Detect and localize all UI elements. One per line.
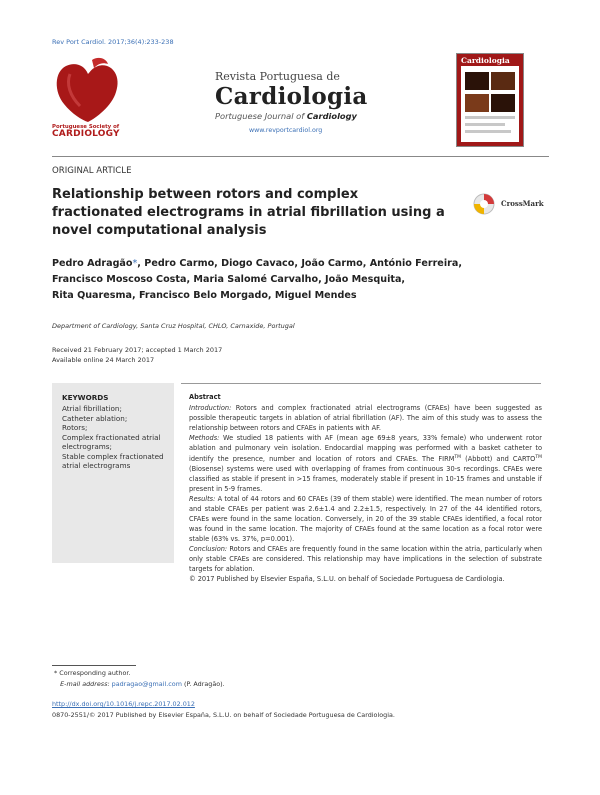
- keyword: Rotors;: [62, 423, 88, 432]
- abstract-copyright: © 2017 Published by Elsevier España, S.L.U. on behalf of Sociedade Portuguesa de Cardiologia.: [189, 575, 505, 584]
- cover-page: [461, 66, 519, 142]
- citation: Rev Port Cardiol. 2017;36(4):233-238: [52, 38, 174, 46]
- society-name-line1: Portuguese Society of: [52, 124, 120, 130]
- keywords-list: [62, 404, 172, 471]
- corresponding-footnote: [52, 668, 225, 690]
- keywords-box: [52, 383, 174, 563]
- society-name: [52, 124, 132, 138]
- cover-image-1: [465, 72, 489, 90]
- header-rule: [52, 156, 549, 157]
- cover-title: Cardiologia: [461, 56, 510, 65]
- cover-line: [465, 130, 511, 133]
- keyword: Atrial fibrillation;: [62, 404, 122, 413]
- journal-subtitle: Portuguese Journal of Cardiology: [215, 111, 357, 121]
- abstract-results: Results: A total of 44 rotors and 60 CFAEs (39 of them stable) were identified. The mean number of rotors and stable CFAEs per patient was 2.6±1.4 and 2.2±1.5, respectively. In 27 of the 44 identified rotors, CFAEs were found in the same location. Conversely, in 20 of the 39 stable CFAEs identified, a focal rotor was found in the same location. The majority of CFAEs found at the same location as a focal rotor were stable (63% vs. 37%, p=0.001).: [189, 495, 542, 544]
- keywords-heading: KEYWORDS: [62, 393, 109, 402]
- cover-image-3: [465, 94, 489, 112]
- crossmark-icon: [473, 193, 497, 215]
- journal-cover: [456, 53, 524, 147]
- society-name-line2: CARDIOLOGY: [52, 129, 120, 139]
- heart-logo-icon: [52, 56, 126, 126]
- corresponding-author-line: * Corresponding author.: [54, 669, 131, 677]
- corresponding-mark[interactable]: *: [132, 258, 138, 269]
- abstract-conclusion: Conclusion: Rotors and CFAEs are frequently found in the same location within the atria, particularly when only stable CFAEs are considered. This relationship may have implications in the selection of substrate targets for ablation.: [189, 545, 542, 574]
- author-list: [52, 256, 522, 304]
- issn-line: 0870-2551/© 2017 Published by Elsevier España, S.L.U. on behalf of Sociedade Portuguesa de Cardiologia.: [52, 711, 395, 719]
- abstract-rule: [181, 383, 541, 384]
- cover-line: [465, 123, 505, 126]
- cover-image-4: [491, 94, 515, 112]
- keyword: Stable complex fractionated atrial electrograms: [62, 451, 164, 470]
- doi-block: [52, 699, 395, 721]
- footnote-rule: [52, 665, 136, 666]
- abstract-body: [189, 403, 542, 584]
- keyword: Complex fractionated atrial electrograms;: [62, 432, 161, 451]
- online-date: Available online 24 March 2017: [52, 356, 155, 364]
- journal-top: Revista Portuguesa de: [215, 70, 340, 83]
- email-link[interactable]: padragao@gmail.com: [111, 680, 182, 688]
- abstract-methods: Methods: We studied 18 patients with AF (mean age 69±8 years, 33% female) who underwent rotor ablation and pulmonary vein isolation. Endocardial mapping was performed with a basket catheter to identify the presence, number and location of rotors and CFAEs. The FIRM™ (Abbott) and CARTO™ (Biosense) systems were used with overlapping of frames from continuous 30-s recordings. CFAEs were classified as stable if present in >15 frames, moderately stable if present in 10-15 frames and unstable if present in 5-9 frames.: [189, 434, 542, 494]
- journal-title: Cardiologia: [215, 83, 368, 110]
- journal-masthead: [215, 70, 368, 134]
- authors-line2: Francisco Moscoso Costa, Maria Salomé Carvalho, João Mesquita,: [52, 274, 406, 285]
- article-dates: [52, 345, 222, 365]
- authors-line3: Rita Quaresma, Francisco Belo Morgado, Miguel Mendes: [52, 290, 357, 301]
- journal-url[interactable]: www.revportcardiol.org: [249, 127, 323, 134]
- authors-line1: Pedro Adragão*, Pedro Carmo, Diogo Cavaco, João Carmo, António Ferreira,: [52, 258, 462, 269]
- crossmark-label: CrossMark: [501, 199, 544, 208]
- cover-line: [465, 116, 515, 119]
- abstract-heading: Abstract: [189, 393, 221, 401]
- affiliation: Department of Cardiology, Santa Cruz Hospital, CHLO, Carnaxide, Portugal: [52, 322, 295, 330]
- keyword: Catheter ablation;: [62, 413, 128, 423]
- received-date: Received 21 February 2017; accepted 1 March 2017: [52, 346, 223, 354]
- cover-image-2: [491, 72, 515, 90]
- abstract-introduction: Introduction: Rotors and complex fractionated atrial electrograms (CFAEs) have been suggested as possible therapeutic targets in ablation of atrial fibrillation (AF). The aim of this study was to assess the relationship between rotors and CFAEs in patients with AF.: [189, 404, 542, 432]
- email-line: E-mail address: padragao@gmail.com (P. Adragão).: [60, 680, 225, 688]
- crossmark-badge[interactable]: [473, 193, 563, 215]
- article-type: ORIGINAL ARTICLE: [52, 166, 132, 176]
- article-title: Relationship between rotors and complex fractionated electrograms in atrial fibrillation using a novel computational analysis: [52, 187, 445, 238]
- doi-link[interactable]: http://dx.doi.org/10.1016/j.repc.2017.02.012: [52, 700, 195, 708]
